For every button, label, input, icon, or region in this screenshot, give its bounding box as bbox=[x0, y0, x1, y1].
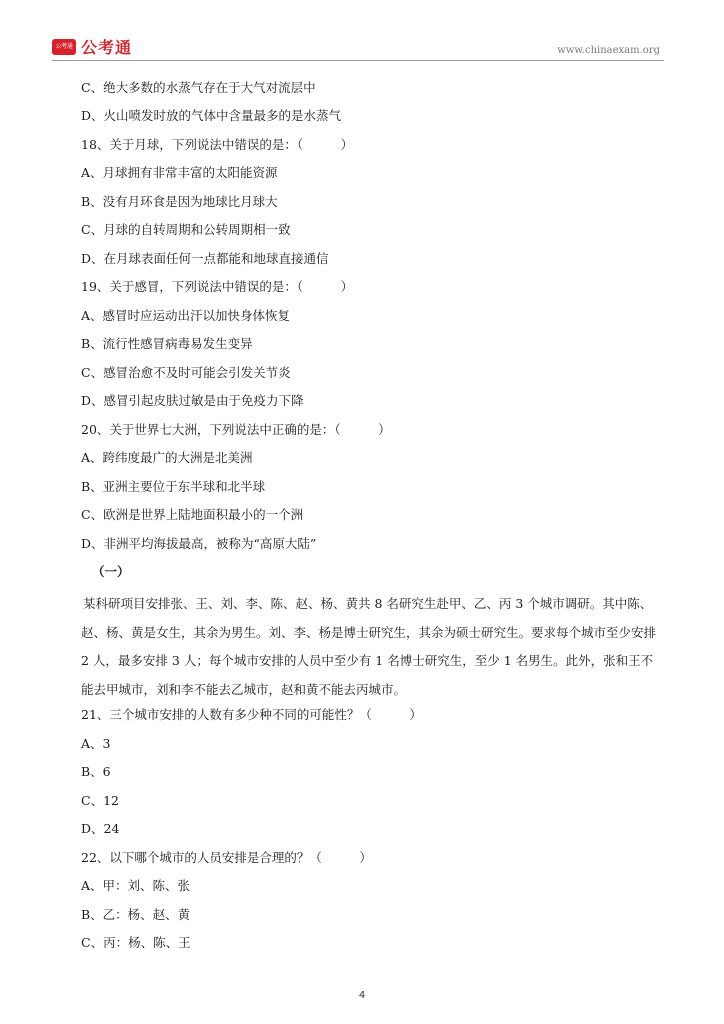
question-21: 21、三个城市安排的人数有多少种不同的可能性？（ ） bbox=[81, 707, 422, 722]
question-18: 18、关于月球，下列说法中错误的是：（ ） bbox=[81, 137, 354, 152]
question-22: 22、以下哪个城市的人员安排是合理的？（ ） bbox=[81, 850, 372, 865]
option-21b: B、6 bbox=[81, 764, 111, 779]
option-21d: D、24 bbox=[81, 821, 120, 836]
question-19: 19、关于感冒，下列说法中错误的是：（ ） bbox=[81, 279, 354, 294]
option-18d: D、在月球表面任何一点都能和地球直接通信 bbox=[81, 251, 329, 266]
option-22a: A、甲：刘、陈、张 bbox=[81, 878, 191, 893]
problem-statement: 某科研项目安排张、王、刘、李、陈、赵、杨、黄共 8 名研究生赴甲、乙、丙 3 个城市调研。其中陈、赵、杨、黄是女生，其余为男生。刘、李、杨是博士研究生，其余为硕士研究生。要求每个城市至少安排 2 人，最多安排 3 人；每个城市安排的人员中至少有 1 名博士研究生，至少 1 名男生。此外，张和王不能去甲城市，刘和李不能去乙城市，赵和黄不能去丙城市。 bbox=[81, 596, 657, 697]
question-20: 20、关于世界七大洲，下列说法中正确的是：（ ） bbox=[81, 422, 391, 437]
option-18b: B、没有月环食是因为地球比月球大 bbox=[81, 194, 278, 209]
option-17c: C、绝大多数的水蒸气存在于大气对流层中 bbox=[81, 80, 316, 95]
option-19c: C、感冒治愈不及时可能会引发关节炎 bbox=[81, 365, 291, 380]
option-19b: B、流行性感冒病毒易发生变异 bbox=[81, 336, 253, 351]
option-21a: A、3 bbox=[81, 736, 111, 751]
option-17d: D、火山喷发时放的气体中含量最多的是水蒸气 bbox=[81, 108, 342, 123]
option-18c: C、月球的自转周期和公转周期相一致 bbox=[81, 222, 291, 237]
section-heading: （一） bbox=[92, 564, 130, 579]
logo[interactable] bbox=[52, 35, 132, 58]
option-22c: C、丙：杨、陈、王 bbox=[81, 935, 191, 950]
logo-text: 公考通 bbox=[81, 38, 133, 57]
logo-badge-icon: 公考通 bbox=[52, 39, 76, 55]
option-19a: A、感冒时应运动出汗以加快身体恢复 bbox=[81, 308, 291, 323]
option-19d: D、感冒引起皮肤过敏是由于免疫力下降 bbox=[81, 393, 304, 408]
option-22b: B、乙：杨、赵、黄 bbox=[81, 907, 191, 922]
option-18a: A、月球拥有非常丰富的太阳能资源 bbox=[81, 165, 278, 180]
page-number: 4 bbox=[358, 990, 366, 1001]
option-20a: A、跨纬度最广的大洲是北美洲 bbox=[81, 450, 253, 465]
option-20c: C、欧洲是世界上陆地面积最小的一个洲 bbox=[81, 507, 304, 522]
page-header bbox=[52, 30, 664, 61]
option-20d: D、非洲平均海拔最高，被称为“高原大陆” bbox=[81, 536, 317, 551]
option-20b: B、亚洲主要位于东半球和北半球 bbox=[81, 479, 266, 494]
option-21c: C、12 bbox=[81, 793, 119, 808]
header-url[interactable]: www.chinaexam.org bbox=[557, 45, 660, 56]
